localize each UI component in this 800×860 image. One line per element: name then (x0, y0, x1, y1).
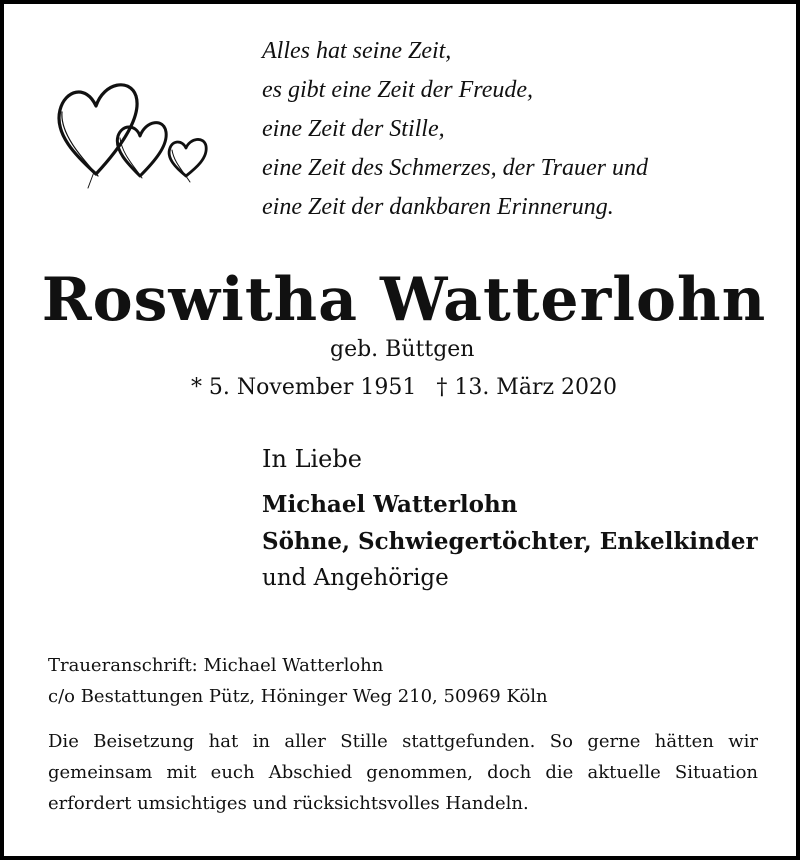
mourner-line: Söhne, Schwiegertöchter, Enkelkinder (262, 528, 758, 555)
poem-line: eine Zeit des Schmerzes, der Trauer und (262, 155, 648, 181)
maiden-name: geb. Büttgen (330, 337, 475, 362)
mourning-address (48, 650, 548, 712)
death-date: † 13. März 2020 (436, 375, 618, 400)
burial-notice: Die Beisetzung hat in aller Stille stattgefunden. So gerne hätten wir gemeinsam mit euch Abschied genommen, doch die aktuelle Situation erfordert umsichtiges und rücksichtsvolles Handeln. (48, 731, 758, 814)
life-dates (4, 372, 800, 404)
poem-line: es gibt eine Zeit der Freude, (262, 77, 534, 103)
poem-line: eine Zeit der dankbaren Erinnerung. (262, 194, 614, 220)
mourners-intro: In Liebe (262, 445, 362, 473)
address-line: c/o Bestattungen Pütz, Höninger Weg 210, 50969 Köln (48, 686, 548, 707)
mourner-line: Michael Watterlohn (262, 491, 518, 518)
poem (262, 32, 648, 227)
deceased-name: Roswitha Watterlohn (41, 265, 767, 335)
birth-date: * 5. November 1951 (190, 375, 417, 400)
address-line: Traueranschrift: Michael Watterlohn (48, 655, 384, 676)
poem-line: Alles hat seine Zeit, (262, 38, 452, 64)
mourners-list (262, 486, 758, 597)
poem-line: eine Zeit der Stille, (262, 116, 445, 142)
three-hearts-icon (52, 72, 232, 192)
mourner-line: und Angehörige (262, 565, 449, 591)
